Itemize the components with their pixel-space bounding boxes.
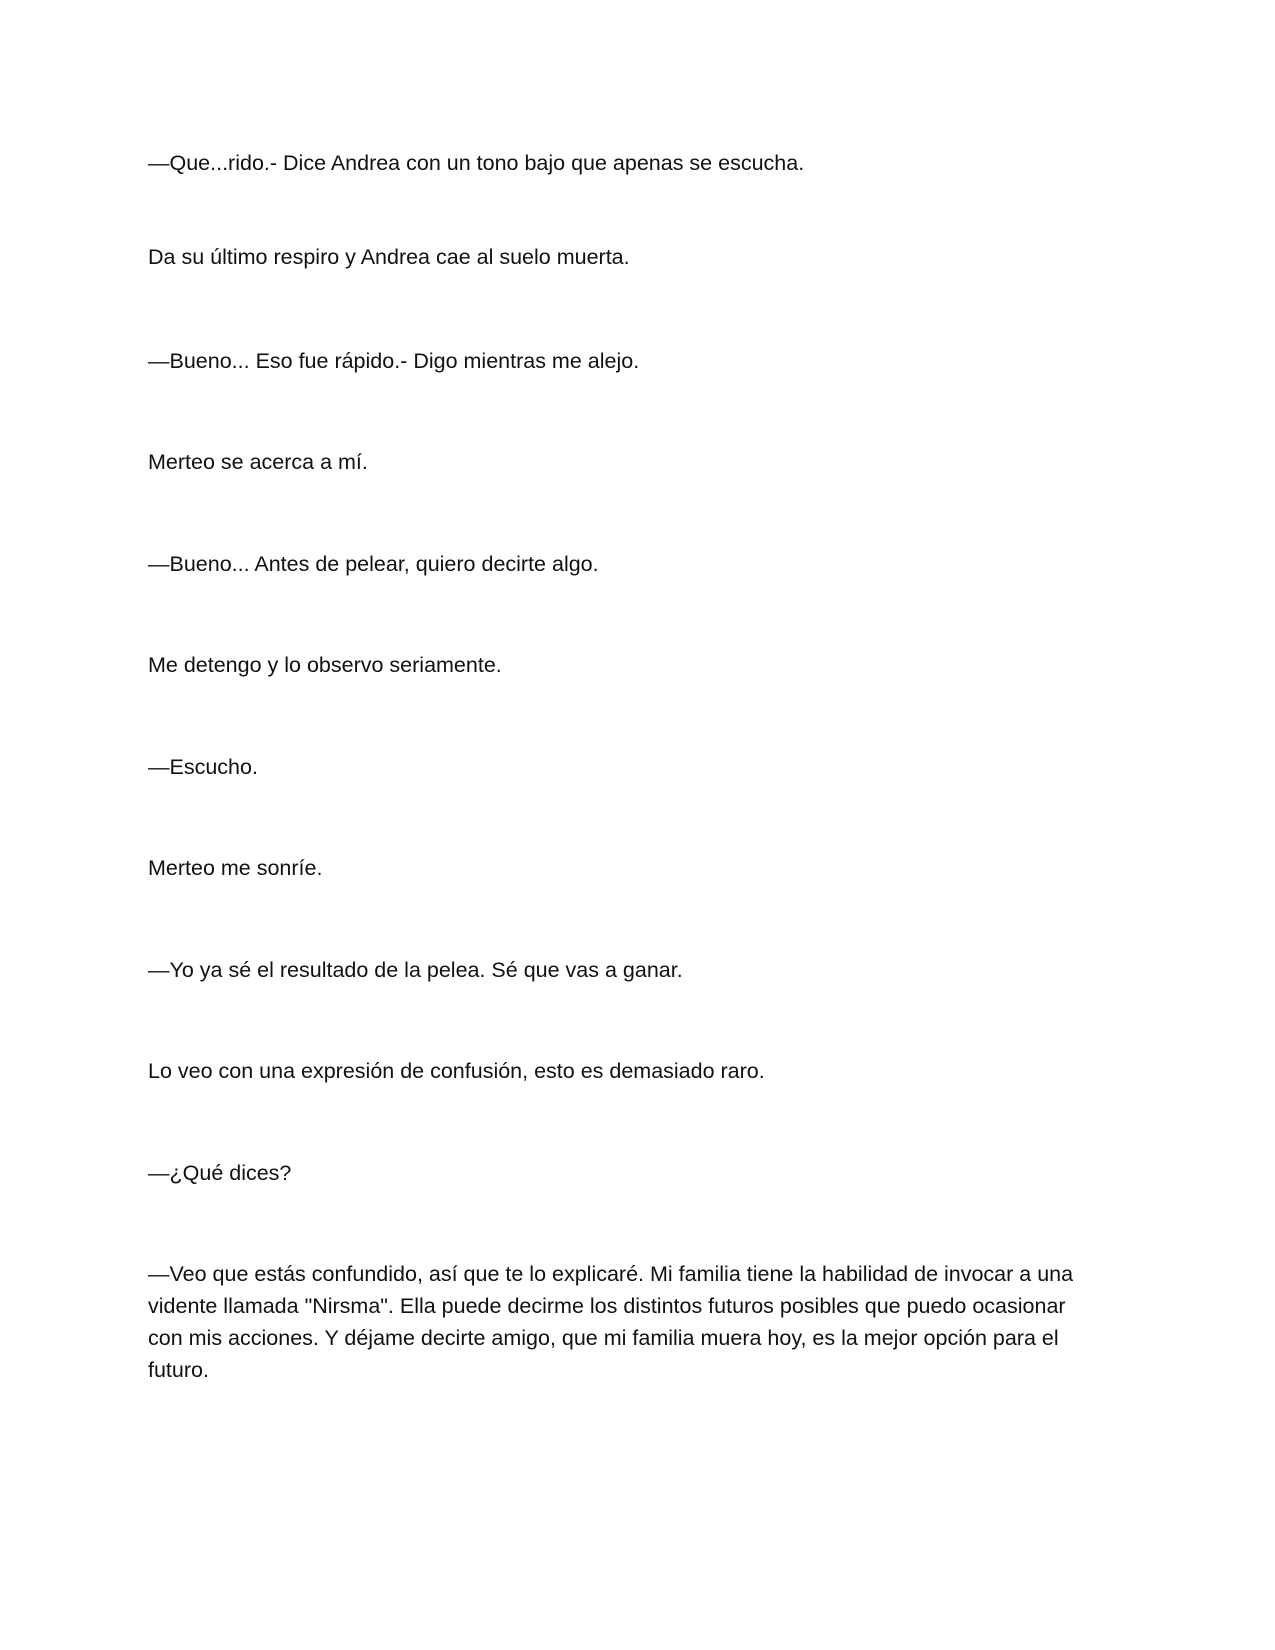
paragraph-8: Merteo me sonríe. xyxy=(148,856,323,880)
paragraph-4: Merteo se acerca a mí. xyxy=(148,450,368,474)
paragraph-5: —Bueno... Antes de pelear, quiero decirte algo. xyxy=(148,552,599,576)
paragraph-9: —Yo ya sé el resultado de la pelea. Sé que vas a ganar. xyxy=(148,958,683,982)
paragraph-10: Lo veo con una expresión de confusión, esto es demasiado raro. xyxy=(148,1059,765,1083)
paragraph-2: Da su último respiro y Andrea cae al suelo muerta. xyxy=(148,245,630,269)
paragraph-3: —Bueno... Eso fue rápido.- Digo mientras me alejo. xyxy=(148,349,640,373)
paragraph-1: —Que...rido.- Dice Andrea con un tono bajo que apenas se escucha. xyxy=(148,151,805,175)
paragraph-11: —¿Qué dices? xyxy=(148,1161,292,1185)
paragraph-7: —Escucho. xyxy=(148,755,258,779)
paragraph-6: Me detengo y lo observo seriamente. xyxy=(148,653,502,677)
paragraph-12: —Veo que estás confundido, así que te lo explicaré. Mi familia tiene la habilidad de invocar a una vidente llamada "Nirsma". Ella puede decirme los distintos futuros posibles que puedo ocasionar con mis acciones. Y déjame decirte amigo, que mi familia muera hoy, es la mejor opción para el futuro. xyxy=(148,1262,1074,1382)
